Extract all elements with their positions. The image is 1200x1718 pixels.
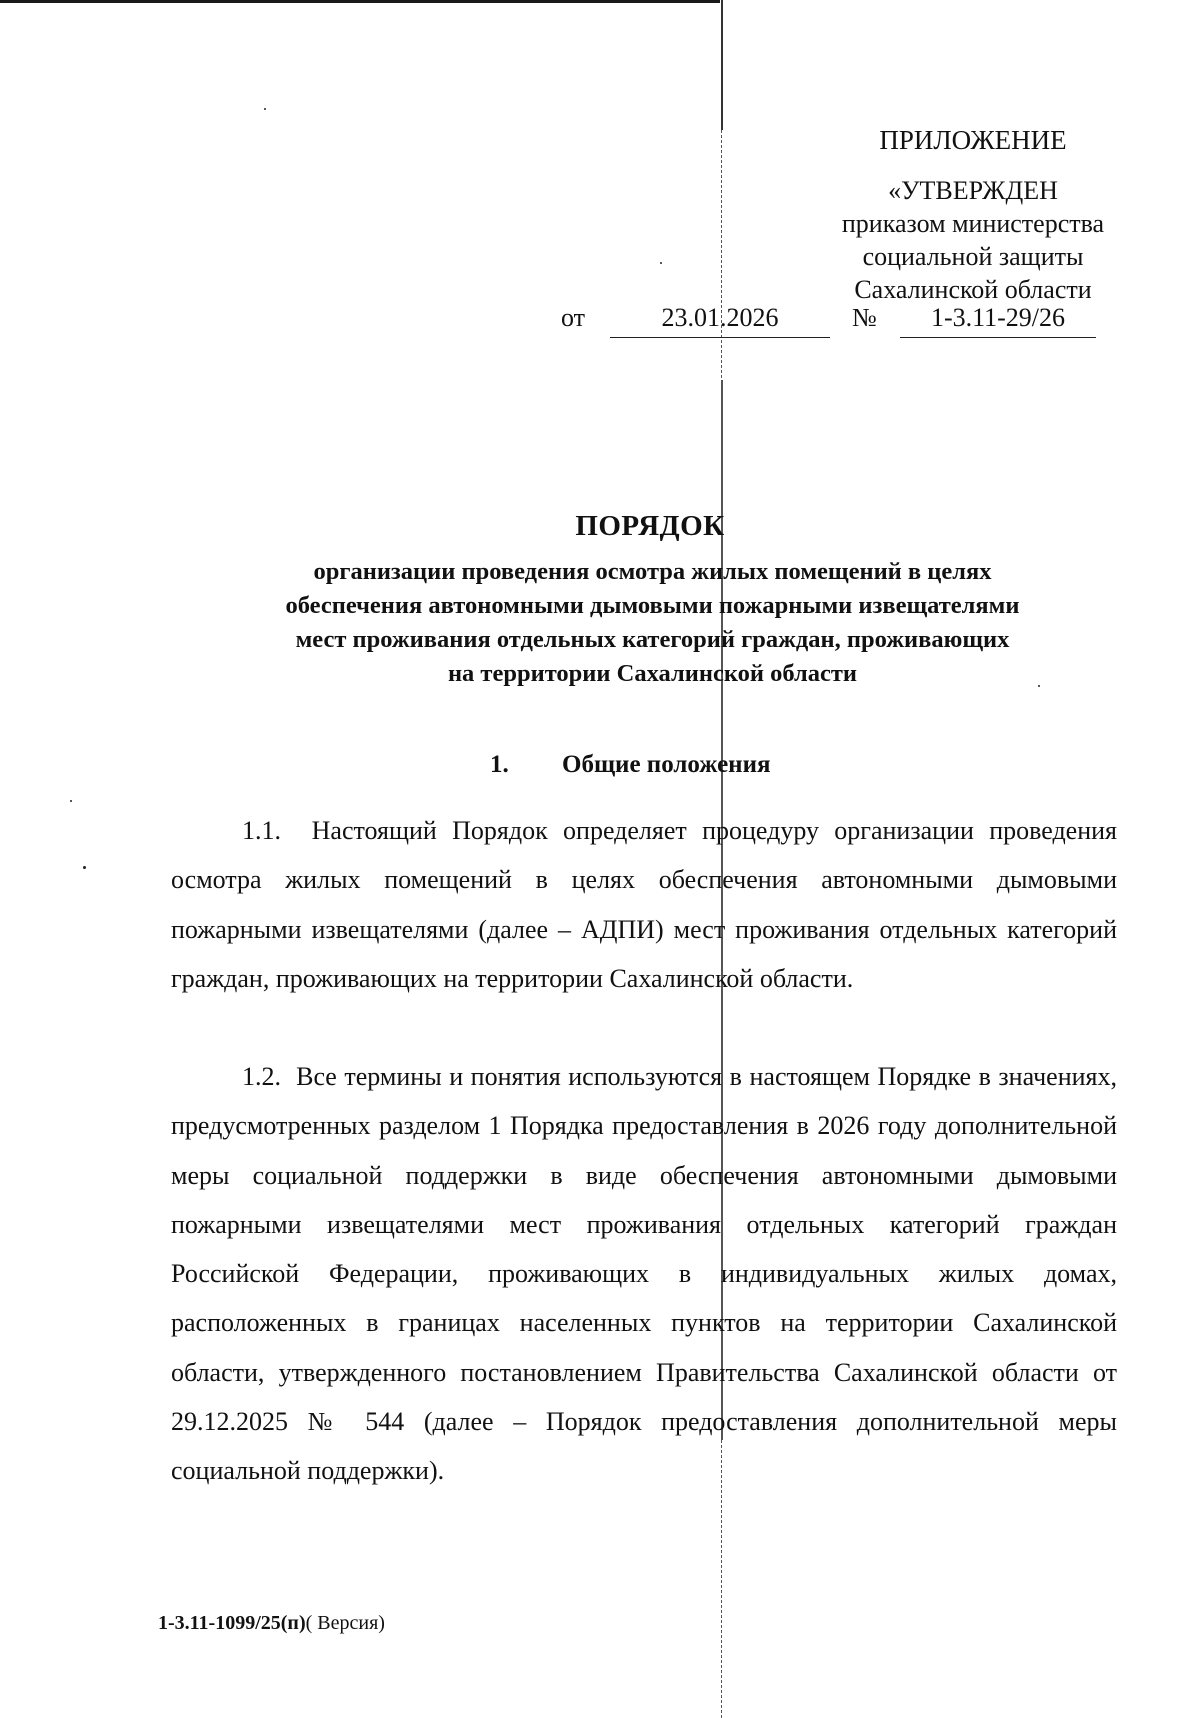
paragraph-1-2 (171, 1052, 1117, 1496)
approval-date: 23.01.2026 (610, 303, 830, 338)
scan-fold-line-top (721, 0, 723, 130)
date-label: от (561, 303, 586, 332)
scan-speck (264, 108, 266, 110)
registration-code: 1-3.11-1099/25(п) (158, 1612, 306, 1634)
scan-speck (83, 866, 86, 869)
document-registration-code (158, 1612, 385, 1635)
paragraph-1-1 (171, 806, 1117, 1003)
number-label: № (852, 303, 877, 332)
subtitle-line: обеспечения автономными дымовыми пожарными извещателями (285, 592, 1020, 619)
appendix-label: ПРИЛОЖЕНИЕ (879, 125, 1067, 155)
section-number: 1. (490, 751, 509, 778)
approval-line: «УТВЕРЖДЕН (888, 176, 1058, 205)
approval-number: 1-3.11-29/26 (900, 303, 1096, 338)
paragraph-text: Все термины и понятия используются в настоящем Порядке в значениях, предусмотренных разделом 1 Порядка предоставления в 2026 году дополнительной меры социальной поддержки в виде обеспечения автономными дымовыми пожарными извещателями мест проживания отдельных категорий граждан Российской Федерации, проживающих в индивидуальных жилых домах, расположенных в границах населенных пунктов на территории Сахалинской области, утвержденного постановлением Правительства Сахалинской области от 29.12.2025 № 544 (далее – Порядок предоставления дополнительной меры социальной поддержки). (171, 1062, 1117, 1486)
approval-block (825, 174, 1121, 306)
approval-line: приказом министерства (841, 209, 1105, 238)
paragraph-text: Настоящий Порядок определяет процедуру организации проведения осмотра жилых помещений в целях обеспечения автономными дымовыми пожарными извещателями (далее – АДПИ) мест проживания отдельных категорий граждан, проживающих на территории Сахалинской области. (171, 816, 1118, 993)
subtitle-line: на территории Сахалинской области (447, 660, 858, 687)
subtitle-line: мест проживания отдельных категорий граждан, проживающих (295, 626, 1010, 653)
approval-line: Сахалинской области (854, 275, 1092, 304)
version-label: ( Версия) (305, 1612, 385, 1634)
approval-line: социальной защиты (862, 242, 1084, 271)
scan-speck (70, 800, 72, 802)
paragraph-number: 1.1. (242, 816, 281, 845)
document-subtitle (210, 555, 1095, 691)
section-heading (490, 751, 771, 779)
paragraph-number: 1.2. (242, 1062, 281, 1091)
section-title: Общие положения (562, 751, 771, 778)
scan-edge-line (0, 0, 720, 3)
scan-speck (660, 262, 662, 264)
subtitle-line: организации проведения осмотра жилых помещений в целях (313, 558, 992, 585)
document-title: ПОРЯДОК (575, 510, 725, 542)
